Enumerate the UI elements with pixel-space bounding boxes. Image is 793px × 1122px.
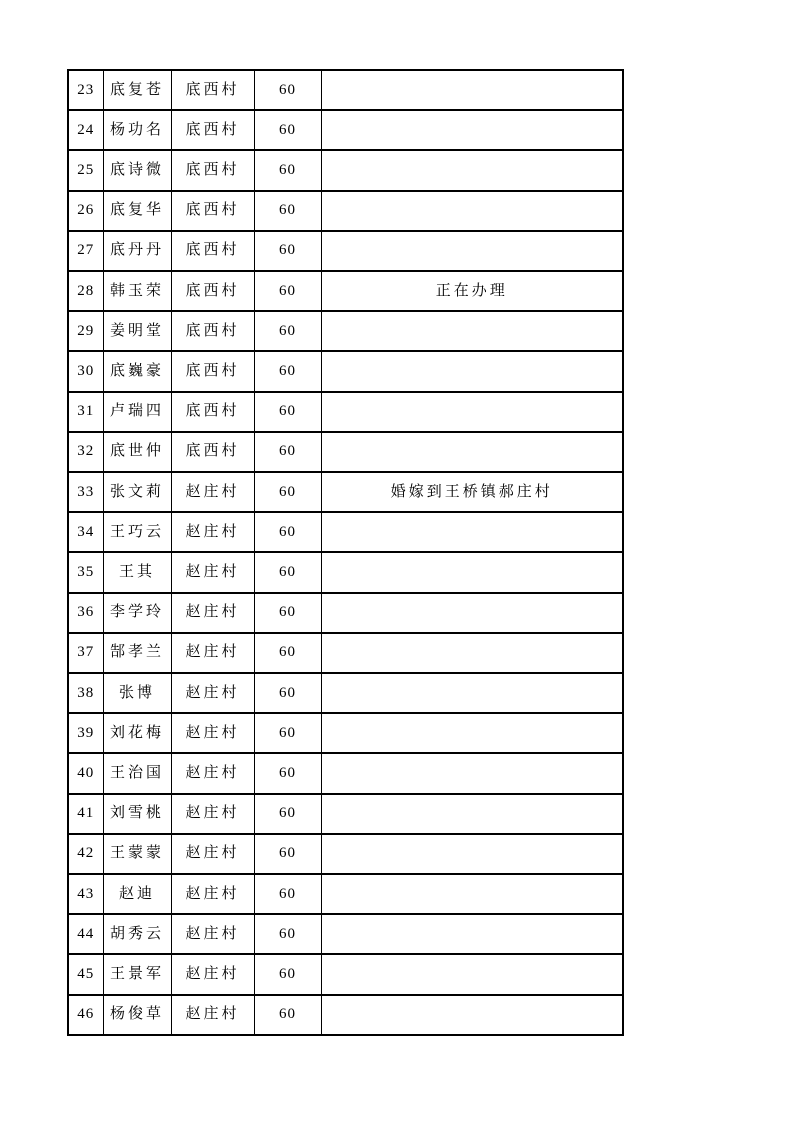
cell-row-number: 27 xyxy=(68,231,103,271)
cell-note xyxy=(321,995,623,1035)
cell-amount: 60 xyxy=(254,150,321,190)
cell-note xyxy=(321,311,623,351)
table-row xyxy=(68,995,623,1035)
cell-name: 卢瑞四 xyxy=(103,392,171,432)
cell-row-number: 36 xyxy=(68,593,103,633)
cell-amount: 60 xyxy=(254,110,321,150)
cell-amount: 60 xyxy=(254,834,321,874)
cell-name: 李学玲 xyxy=(103,593,171,633)
cell-note xyxy=(321,834,623,874)
cell-village: 赵庄村 xyxy=(171,834,254,874)
cell-name: 张博 xyxy=(103,673,171,713)
cell-row-number: 29 xyxy=(68,311,103,351)
cell-village: 赵庄村 xyxy=(171,633,254,673)
cell-name: 韩玉荣 xyxy=(103,271,171,311)
cell-amount: 60 xyxy=(254,673,321,713)
cell-row-number: 23 xyxy=(68,70,103,110)
cell-name: 赵迪 xyxy=(103,874,171,914)
cell-village: 赵庄村 xyxy=(171,914,254,954)
cell-name: 郜孝兰 xyxy=(103,633,171,673)
table-row xyxy=(68,593,623,633)
cell-amount: 60 xyxy=(254,351,321,391)
cell-row-number: 42 xyxy=(68,834,103,874)
cell-name: 胡秀云 xyxy=(103,914,171,954)
cell-name: 王蒙蒙 xyxy=(103,834,171,874)
cell-amount: 60 xyxy=(254,432,321,472)
cell-row-number: 38 xyxy=(68,673,103,713)
cell-amount: 60 xyxy=(254,713,321,753)
cell-amount: 60 xyxy=(254,70,321,110)
table-row xyxy=(68,231,623,271)
cell-note xyxy=(321,432,623,472)
cell-name: 王治国 xyxy=(103,753,171,793)
cell-amount: 60 xyxy=(254,472,321,512)
cell-village: 底西村 xyxy=(171,191,254,231)
cell-amount: 60 xyxy=(254,794,321,834)
cell-row-number: 43 xyxy=(68,874,103,914)
cell-row-number: 25 xyxy=(68,150,103,190)
cell-name: 王巧云 xyxy=(103,512,171,552)
cell-row-number: 26 xyxy=(68,191,103,231)
cell-village: 底西村 xyxy=(171,70,254,110)
cell-village: 底西村 xyxy=(171,110,254,150)
cell-village: 赵庄村 xyxy=(171,552,254,592)
table-row xyxy=(68,311,623,351)
cell-name: 底复苍 xyxy=(103,70,171,110)
cell-name: 王景军 xyxy=(103,954,171,994)
table-row xyxy=(68,552,623,592)
cell-name: 张文莉 xyxy=(103,472,171,512)
cell-row-number: 28 xyxy=(68,271,103,311)
cell-village: 赵庄村 xyxy=(171,954,254,994)
cell-note xyxy=(321,874,623,914)
cell-village: 底西村 xyxy=(171,432,254,472)
cell-village: 赵庄村 xyxy=(171,794,254,834)
cell-name: 底世仲 xyxy=(103,432,171,472)
cell-note xyxy=(321,351,623,391)
cell-amount: 60 xyxy=(254,633,321,673)
cell-note xyxy=(321,392,623,432)
cell-amount: 60 xyxy=(254,311,321,351)
cell-village: 赵庄村 xyxy=(171,753,254,793)
cell-note xyxy=(321,150,623,190)
cell-village: 赵庄村 xyxy=(171,472,254,512)
cell-amount: 60 xyxy=(254,191,321,231)
cell-note xyxy=(321,713,623,753)
table-row xyxy=(68,673,623,713)
cell-name: 底巍豪 xyxy=(103,351,171,391)
cell-name: 王其 xyxy=(103,552,171,592)
cell-name: 底复华 xyxy=(103,191,171,231)
cell-amount: 60 xyxy=(254,552,321,592)
table-row xyxy=(68,432,623,472)
cell-name: 刘花梅 xyxy=(103,713,171,753)
cell-village: 赵庄村 xyxy=(171,593,254,633)
cell-note: 正在办理 xyxy=(321,271,623,311)
table-row xyxy=(68,874,623,914)
cell-row-number: 37 xyxy=(68,633,103,673)
cell-amount: 60 xyxy=(254,512,321,552)
cell-note xyxy=(321,512,623,552)
cell-note xyxy=(321,753,623,793)
cell-village: 赵庄村 xyxy=(171,512,254,552)
cell-row-number: 24 xyxy=(68,110,103,150)
table-row xyxy=(68,70,623,110)
cell-village: 底西村 xyxy=(171,231,254,271)
cell-village: 底西村 xyxy=(171,150,254,190)
cell-row-number: 30 xyxy=(68,351,103,391)
cell-amount: 60 xyxy=(254,271,321,311)
cell-row-number: 31 xyxy=(68,392,103,432)
roster-table xyxy=(67,69,624,1036)
cell-amount: 60 xyxy=(254,392,321,432)
cell-row-number: 44 xyxy=(68,914,103,954)
table-row xyxy=(68,392,623,432)
table-row xyxy=(68,271,623,311)
cell-note xyxy=(321,593,623,633)
table-row xyxy=(68,713,623,753)
table-row xyxy=(68,512,623,552)
cell-village: 赵庄村 xyxy=(171,874,254,914)
cell-village: 底西村 xyxy=(171,271,254,311)
cell-note xyxy=(321,633,623,673)
cell-name: 刘雪桃 xyxy=(103,794,171,834)
cell-note xyxy=(321,954,623,994)
cell-name: 杨功名 xyxy=(103,110,171,150)
cell-note: 婚嫁到王桥镇郝庄村 xyxy=(321,472,623,512)
table-row xyxy=(68,351,623,391)
table-row xyxy=(68,794,623,834)
cell-note xyxy=(321,70,623,110)
table-row xyxy=(68,633,623,673)
table-row xyxy=(68,472,623,512)
cell-village: 底西村 xyxy=(171,311,254,351)
cell-village: 底西村 xyxy=(171,351,254,391)
cell-row-number: 32 xyxy=(68,432,103,472)
cell-row-number: 39 xyxy=(68,713,103,753)
table-row xyxy=(68,753,623,793)
cell-amount: 60 xyxy=(254,593,321,633)
table-row xyxy=(68,954,623,994)
cell-name: 底诗微 xyxy=(103,150,171,190)
cell-row-number: 46 xyxy=(68,995,103,1035)
table-row xyxy=(68,150,623,190)
cell-row-number: 34 xyxy=(68,512,103,552)
cell-row-number: 33 xyxy=(68,472,103,512)
cell-name: 底丹丹 xyxy=(103,231,171,271)
cell-row-number: 41 xyxy=(68,794,103,834)
cell-row-number: 35 xyxy=(68,552,103,592)
cell-note xyxy=(321,673,623,713)
table-row xyxy=(68,110,623,150)
roster-table-body xyxy=(68,70,623,1035)
cell-note xyxy=(321,914,623,954)
table-row xyxy=(68,834,623,874)
cell-name: 杨俊草 xyxy=(103,995,171,1035)
cell-amount: 60 xyxy=(254,995,321,1035)
cell-village: 赵庄村 xyxy=(171,713,254,753)
cell-note xyxy=(321,191,623,231)
cell-note xyxy=(321,231,623,271)
cell-amount: 60 xyxy=(254,753,321,793)
cell-note xyxy=(321,552,623,592)
cell-name: 姜明堂 xyxy=(103,311,171,351)
cell-amount: 60 xyxy=(254,231,321,271)
cell-amount: 60 xyxy=(254,954,321,994)
cell-note xyxy=(321,110,623,150)
cell-village: 赵庄村 xyxy=(171,673,254,713)
cell-amount: 60 xyxy=(254,874,321,914)
cell-row-number: 40 xyxy=(68,753,103,793)
table-row xyxy=(68,914,623,954)
cell-amount: 60 xyxy=(254,914,321,954)
cell-village: 赵庄村 xyxy=(171,995,254,1035)
table-row xyxy=(68,191,623,231)
cell-note xyxy=(321,794,623,834)
cell-village: 底西村 xyxy=(171,392,254,432)
cell-row-number: 45 xyxy=(68,954,103,994)
